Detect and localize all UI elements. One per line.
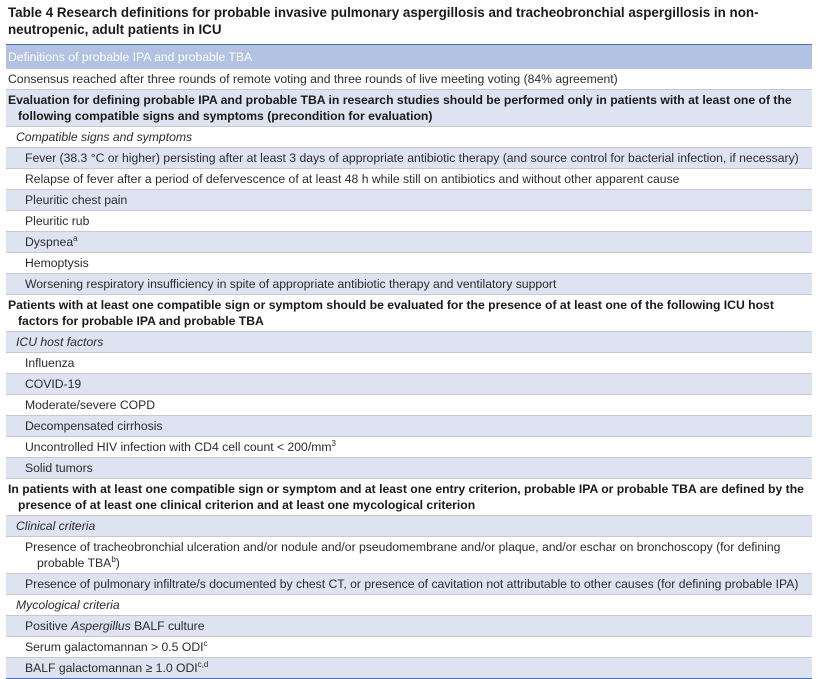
host-copd: Moderate/severe COPD [25,398,156,412]
criteria-heading-row [6,478,812,515]
list-item [6,573,812,594]
host-heading: Patients with at least one compatible sign or symptom should be evaluated for the presence of at least one of the following ICU host factors for probable IPA and probable TBA [8,298,774,328]
host-cirrhosis: Decompensated cirrhosis [25,419,163,433]
clinical-subheading: Clinical criteria [16,519,96,533]
sign-chest-pain: Pleuritic chest pain [25,193,128,207]
consensus-text: Consensus reached after three rounds of remote voting and three rounds of live meeting voting (84% agreement) [8,72,618,86]
footnote-marker: a [73,233,78,243]
clinical-subheading-row [6,515,812,536]
signs-subheading: Compatible signs and symptoms [16,130,193,144]
list-item [6,536,812,573]
list-item [6,147,812,168]
host-subheading-row [6,331,812,352]
host-hiv: Uncontrolled HIV infection with CD4 cell count < 200/mm [25,440,332,454]
host-covid: COVID-19 [25,377,82,391]
sign-fever: Fever (38.3 °C or higher) persisting after at least 3 days of appropriate antibiotic therapy (and source control for bacterial infection, if necessary) [25,151,799,165]
list-item [6,615,812,636]
list-item [6,415,812,436]
myco-serum-gm-text: Serum galactomannan > 0.5 ODI [25,640,204,654]
footnote-marker: c,d [197,659,209,669]
list-item [6,457,812,478]
consensus-row [6,69,812,89]
table-header: Definitions of probable IPA and probable TBA [6,44,812,69]
table-title: Table 4 Research definitions for probable invasive pulmonary aspergillosis and tracheobronchial aspergillosis in non-neutropenic, adult patients in ICU [8,5,759,37]
clinical-criterion-tba-end: ) [115,556,120,570]
myco-culture [6,616,812,636]
host-hiv-cell [6,437,812,457]
myco-culture-genus: Aspergillus [71,619,131,633]
precondition-heading: Evaluation for defining probable IPA and probable TBA in research studies should be performed only in patients with at least one of the following compatible signs and symptoms (precondition for evaluation) [8,93,792,123]
signs-subheading-row [6,126,812,147]
myco-culture-pre: Positive [25,619,72,633]
mycological-subheading: Mycological criteria [16,598,120,612]
sign-hemoptysis: Hemoptysis [25,256,89,270]
list-item [6,352,812,373]
precondition-heading-row [6,89,812,126]
sign-dyspnea: Dyspnea [25,235,74,249]
sign-respiratory-insufficiency: Worsening respiratory insufficiency in spite of appropriate antibiotic therapy and ventilatory support [25,277,557,291]
sign-pleuritic-rub: Pleuritic rub [25,214,90,228]
superscript: 3 [331,438,336,448]
list-item [6,657,812,679]
list-item [6,436,812,457]
myco-balf-gm [6,658,812,678]
list-item [6,252,812,273]
footnote-marker: c [203,638,208,648]
clinical-criterion-tba-text: Presence of tracheobronchial ulceration and/or nodule and/or pseudomembrane and/or plaque, and/or eschar on bronchoscopy (for defining probable TBA [25,540,781,570]
clinical-criterion-tba [6,537,812,571]
list-item [6,394,812,415]
list-item [6,373,812,394]
myco-serum-gm [6,637,812,657]
footnote-marker: b [111,554,116,564]
myco-culture-post: BALF culture [130,619,205,633]
myco-balf-gm-text: BALF galactomannan ≥ 1.0 ODI [25,661,198,675]
host-subheading: ICU host factors [16,335,104,349]
mycological-subheading-row [6,594,812,615]
list-item [6,231,812,252]
definitions-table [6,44,812,679]
list-item [6,636,812,657]
list-item [6,273,812,294]
sign-dyspnea-cell [6,232,812,252]
host-influenza: Influenza [25,356,75,370]
clinical-criterion-ipa: Presence of pulmonary infiltrate/s documented by chest CT, or presence of cavitation not attributable to other causes (for defining probable IPA) [25,577,799,591]
host-solid-tumors: Solid tumors [25,461,93,475]
list-item [6,189,812,210]
list-item [6,168,812,189]
host-heading-row [6,294,812,331]
sign-fever-relapse: Relapse of fever after a period of defervescence of at least 48 h while still on antibiotics and without other apparent cause [25,172,680,186]
list-item [6,210,812,231]
criteria-heading: In patients with at least one compatible sign or symptom and at least one entry criterion, probable IPA or probable TBA are defined by the presence of at least one clinical criterion and at least one mycological criterion [8,482,804,512]
